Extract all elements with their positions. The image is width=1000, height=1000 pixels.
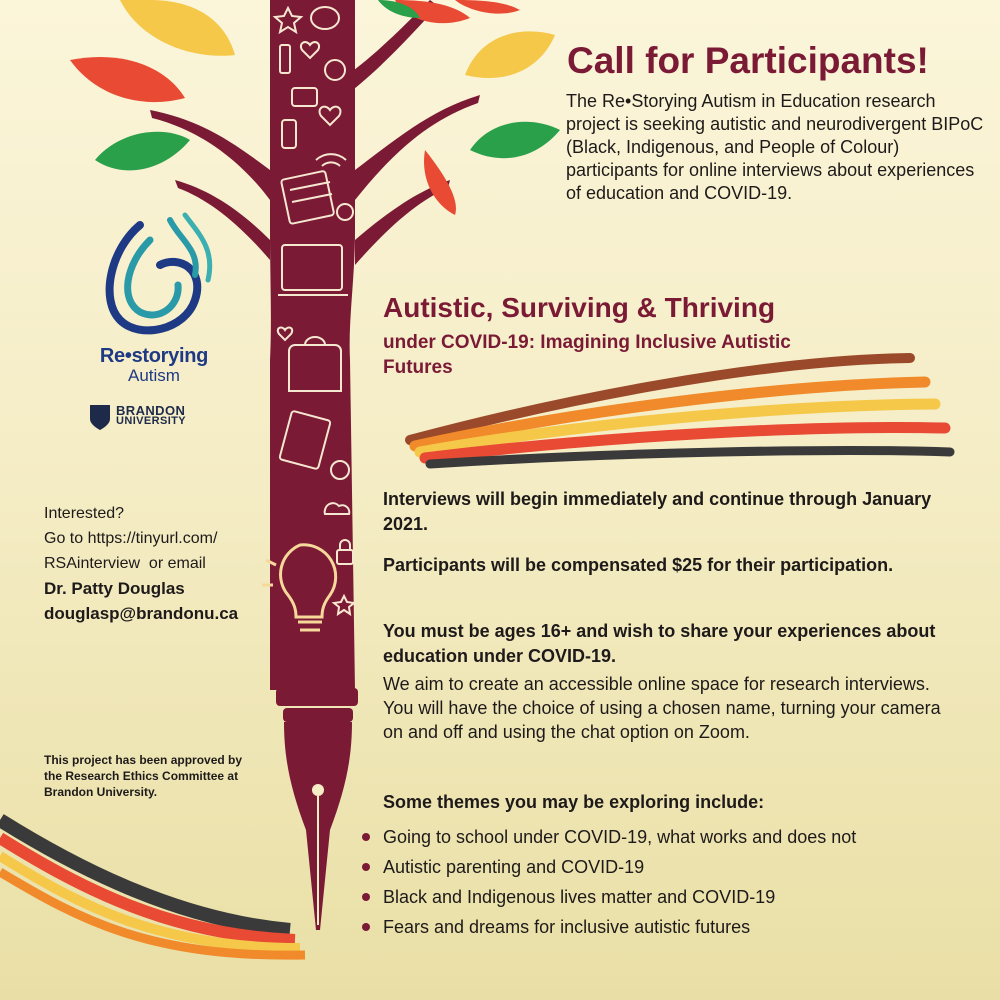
leaf-yellow [465, 31, 555, 78]
accessibility-text: We aim to create an accessible online space for research interviews. You will have the choice of using a chosen name, turning your camera on and off and using the chat option on Zoom. [383, 674, 941, 742]
university-logo [90, 405, 196, 427]
leaf-green [95, 132, 190, 171]
logo-subtitle: Autism [128, 366, 180, 385]
leaf-red [424, 150, 456, 215]
pen-trunk [270, 0, 358, 930]
compensation-text: Participants will be compensated $25 for their participation. [383, 555, 894, 575]
university-name-line1: BRANDON [116, 403, 186, 418]
contact-link-text[interactable]: Go to https://tinyurl.com/ [44, 530, 218, 547]
page-title: Call for Participants! [567, 40, 929, 81]
list-item-text: Fears and dreams for inclusive autistic futures [383, 917, 751, 937]
list-item-text: Going to school under COVID-19, what works and does not [383, 827, 857, 847]
contact-block [44, 501, 274, 626]
list-item-text: Black and Indigenous lives matter and COVID-19 [383, 887, 776, 907]
contact-email[interactable]: douglasp@brandonu.ca [44, 604, 239, 623]
bullet-icon [362, 833, 370, 841]
list-item [360, 852, 980, 882]
eligibility-text: You must be ages 16+ and wish to share your experiences about education under COVID-19. [383, 621, 936, 666]
list-item [360, 912, 980, 942]
bullet-icon [362, 923, 370, 931]
project-title: Autistic, Surviving & Thriving [383, 292, 776, 323]
leaf-yellow [120, 0, 235, 56]
rainbow-swoosh-left [0, 820, 305, 955]
leaf-red [70, 57, 185, 102]
contact-link-text-cont[interactable]: RSAinterview or email [44, 555, 206, 572]
restorying-logo [89, 345, 219, 386]
schedule-text: Interviews will begin immediately and continue through January 2021. [383, 489, 932, 534]
ethics-note: This project has been approved by the Research Ethics Committee at Brandon University. [44, 753, 243, 799]
leaf-green [470, 122, 560, 158]
list-item [360, 822, 980, 852]
list-item [360, 882, 980, 912]
bullet-icon [362, 863, 370, 871]
university-name [116, 405, 196, 427]
list-item-text: Autistic parenting and COVID-19 [383, 857, 645, 877]
contact-prompt: Interested? [44, 505, 125, 522]
logo-name: Re•storying [99, 345, 209, 367]
project-subtitle: under COVID-19: Imagining Inclusive Autistic Futures [383, 332, 791, 378]
university-name-line2: UNIVERSITY [116, 415, 187, 427]
themes-list [360, 822, 980, 942]
restorying-logo-mark [110, 215, 210, 330]
contact-name: Dr. Patty Douglas [44, 579, 185, 598]
leaf-red [455, 0, 520, 14]
intro-text: The Re•Storying Autism in Education research project is seeking autistic and neurodivergent BIPoC (Black, Indigenous, and People of Colour) participants for online interviews about experiences of education and COVID-19. [566, 91, 984, 203]
themes-heading: Some themes you may be exploring include: [383, 792, 765, 812]
bullet-icon [362, 893, 370, 901]
